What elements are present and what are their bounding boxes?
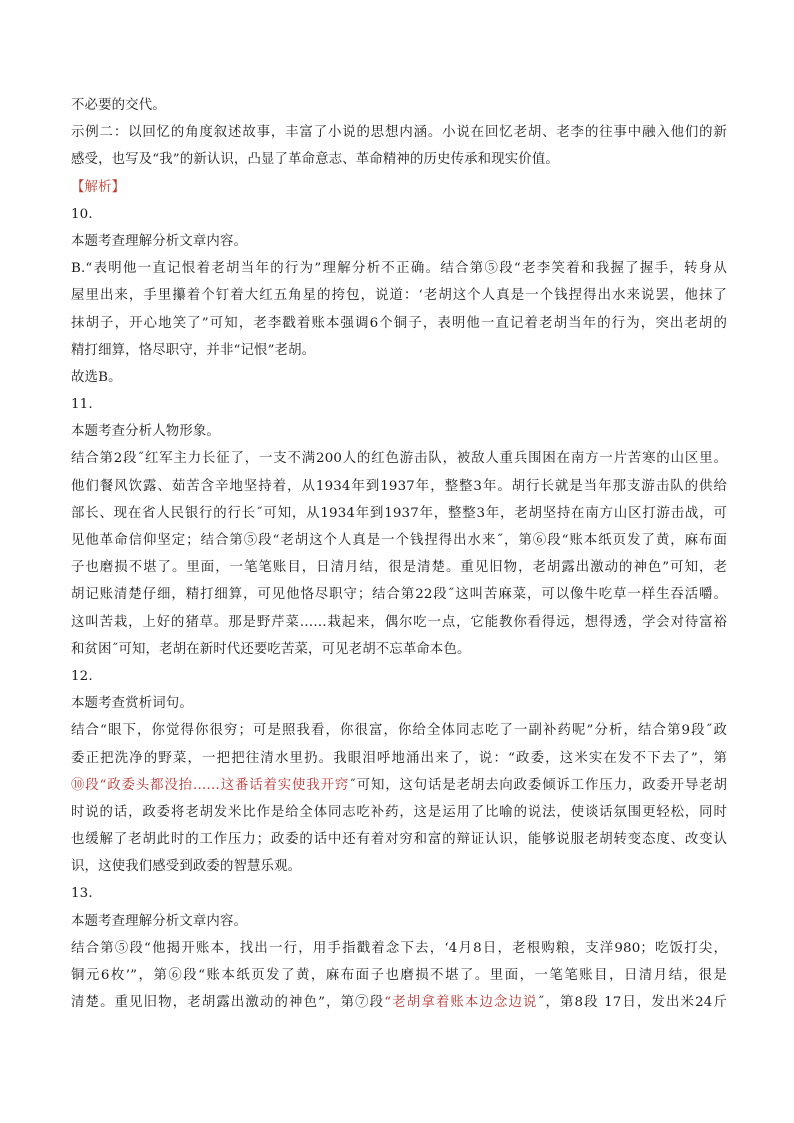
text-line: 铜元6枚’”，第⑥段“账本纸页发了黄，麻布面子也磨损不堪了。里面，一笔笔账目，日清月结，很是 xyxy=(71,968,727,983)
text-line: 感受，也写及“我”的新认识，凸显了革命意志、革命精神的历史传承和现实价值。 xyxy=(71,152,559,168)
text-line: 也缓解了老胡此时的工作压力；政委的话中还有着对穷和富的辩证认识，能够说服老胡转变态度、改变认 xyxy=(71,832,727,848)
text-line: 屋里出来，手里攥着个钉着大红五角星的挎包，说道：‘老胡这个人真是一个钱捏得出水来说罢，他抹了 xyxy=(71,288,727,304)
text-line: 本题考查理解分析文章内容。 xyxy=(71,233,248,249)
text-line: 见他革命信仰坚定；结合第⑤段“老胡这个人真是一个钱捏得出水来˝，第⑥段“账本纸页发了黄，麻布面 xyxy=(71,533,727,548)
analysis-heading: 【解析】 xyxy=(71,179,126,195)
text-line: 结合第2段˝红军主力长征了，一支不满200人的红色游击队，被敌人重兵围困在南方一片苦寒的山区里。 xyxy=(71,451,727,467)
question-number: 12. xyxy=(71,668,93,684)
text-line: 故选B。 xyxy=(71,369,122,385)
text-line: 不必要的交代。 xyxy=(71,98,166,113)
text-line: 部长、现在省人民银行的行长˝可知，从1934年到1937年，整整3年，老胡坚持在南方山区打游击战，可 xyxy=(71,505,727,521)
text-line: 精打细算，恪尽职守，并非“记恨”老胡。 xyxy=(71,342,316,358)
quoted-passage: ⑩段“政委头都没抬……这番话着实使我开窍 xyxy=(71,777,350,793)
text-line: 委正把洗净的野菜，一把把往清水里扔。我眼泪呼地涌出来了，说：“政委，这米实在发不下去了”，第 xyxy=(71,750,727,766)
text-line: 抹胡子，开心地笑了”可知，老李戳着账本强调6个铜子，表明他一直记着老胡当年的行为，突出老胡的 xyxy=(71,315,727,331)
text-line: 他们餐风饮露、茹苦含辛地坚持着，从1934年到1937年，整整3年。胡行长就是当年那支游击队的供给 xyxy=(71,478,727,494)
text-line: 示例二：以回忆的角度叙述故事，丰富了小说的思想内涵。小说在回忆老胡、老李的往事中融入他们的新 xyxy=(71,125,727,141)
text-line: 和贫困˝可知，老胡在新时代还要吃苦菜，可见老胡不忘革命本色。 xyxy=(71,641,471,657)
text-line: 识，这使我们感受到政委的智慧乐观。 xyxy=(71,859,302,875)
document-body xyxy=(71,92,727,1016)
text-line: 本题考查分析人物形象。 xyxy=(71,424,220,440)
text-line: 本题考查赏析词句。 xyxy=(71,696,193,712)
text-line: 本题考查理解分析文章内容。 xyxy=(71,913,248,929)
text-line: 这叫苦栽，上好的猪草。那是野芹菜……栽起来，偶尔吃一点，它能教你看得远，想得透，学会对待富裕 xyxy=(71,614,727,630)
question-number: 10. xyxy=(71,206,93,222)
text-line: 清楚。重见旧物，老胡露出激动的神色”，第⑦段“老胡拿着账本边念边说˝，第8段 17日，发出米24斤 xyxy=(71,995,728,1011)
text-line: 时说的话，政委将老胡发米比作是给全体同志吃补药，这是运用了比喻的说法，使谈话氛围更轻松，同时 xyxy=(71,804,727,820)
text-line: 结合“眼下，你觉得你很穷；可是照我看，你很富，你给全体同志吃了一副补药呢”分析，结合第9段˝政 xyxy=(71,723,727,739)
text-line: 结合第⑤段“他揭开账本，找出一行，用手指戳着念下去，‘4月8日，老根购粮，支洋980；吃饭打尖， xyxy=(71,940,727,956)
question-number: 13. xyxy=(71,886,93,902)
quoted-passage: “老胡拿着账本边念边说 xyxy=(384,995,538,1011)
text-line: B.“表明他一直记恨着老胡当年的行为”理解分析不正确。结合第⑤段“老李笑着和我握了握手，转身从 xyxy=(71,261,727,277)
text-line: 子也磨损不堪了。里面，一笔笔账目，日清月结，很是清楚。重见旧物，老胡露出激动的神色”可知，老 xyxy=(71,560,727,576)
question-number: 11. xyxy=(71,397,93,413)
text-line: 胡记账清楚仔细，精打细算，可见他恪尽职守；结合第22段˝这叫苦麻菜，可以像牛吃草一样生吞活嚼。 xyxy=(71,587,727,603)
text-line: ⑩段“政委头都没抬……这番话着实使我开窍˝可知，这句话是老胡去向政委倾诉工作压力，政委开导老胡 xyxy=(71,777,727,793)
